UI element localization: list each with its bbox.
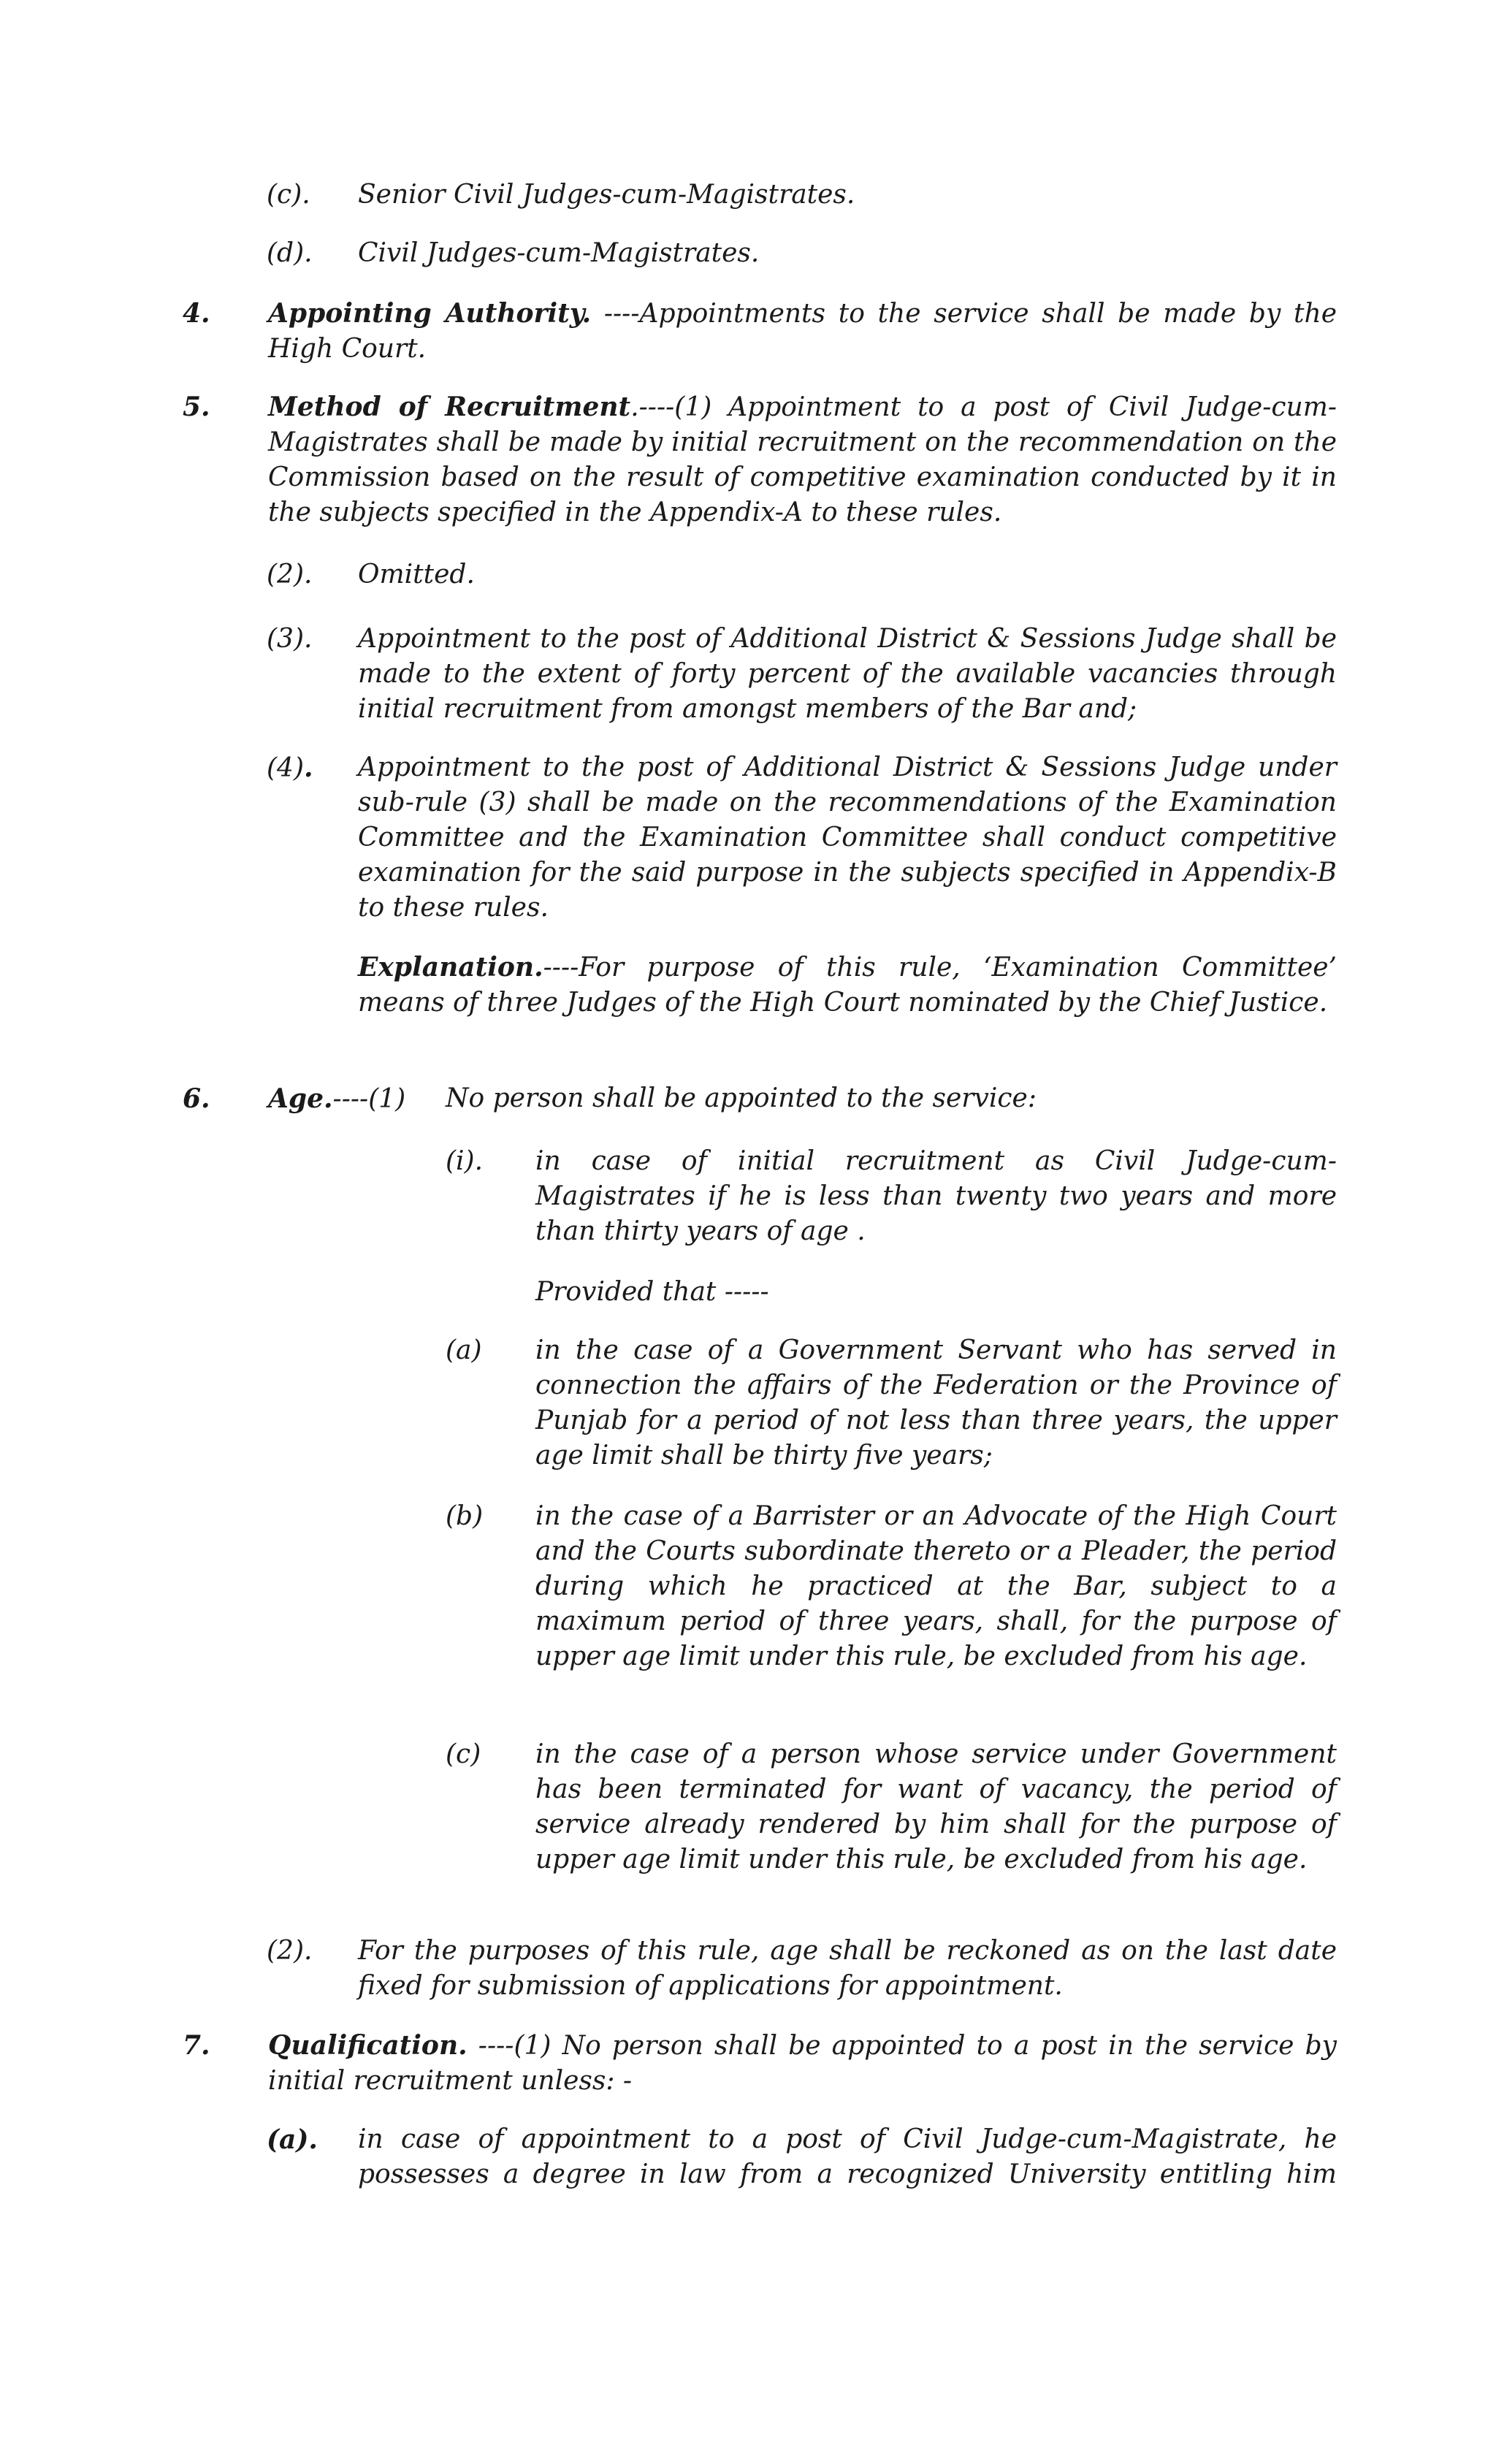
- section-6-i-marker: (i).: [446, 1146, 484, 1176]
- section-4-number: 4.: [183, 298, 210, 329]
- explanation-text: ----For purpose of this rule, ‘Examination Committee’ means of three Judges of the High Court nominated by the Chief Justice.: [358, 953, 1337, 1018]
- section-7-heading: Qualification.: [268, 2030, 468, 2061]
- item-c-marker: (c).: [267, 180, 310, 210]
- section-5-4-marker-label: (4): [267, 753, 304, 783]
- section-6-i-text: in case of initial recruitment as Civil Judge-cum-Magistrates if he is less than twenty two years and more than thirty years of age .: [535, 1146, 1337, 1246]
- section-5-number: 5.: [183, 392, 210, 422]
- proviso-text: Provided that -----: [535, 1277, 769, 1307]
- section-5-heading: Method of Recruitment: [268, 392, 631, 422]
- section-5-4-text: Appointment to the post of Additional District & Sessions Judge under sub-rule (3) shall be made on the recommendations of the Examination Committee and the Examination Committee shall conduct competitive examination for the said purpose in the subjects specified in Appendix-B to these rules.: [358, 752, 1337, 923]
- section-6-2-text: For the purposes of this rule, age shall be reckoned as on the last date fixed for submission of applications for appointment.: [358, 1936, 1337, 2001]
- section-5-body: [268, 389, 1337, 530]
- section-6-heading: Age.: [268, 1083, 333, 1114]
- item-d-marker: (d).: [267, 238, 313, 268]
- section-5-4-marker-dot: .: [304, 752, 313, 783]
- explanation-body: [358, 950, 1337, 1021]
- section-6-b-marker: (b): [446, 1501, 484, 1531]
- section-6-sub: ----(1): [332, 1084, 406, 1114]
- section-7-a-marker: (a).: [267, 2124, 318, 2155]
- section-7-a-text: in case of appointment to a post of Civil Judge-cum-Magistrate, he possesses a degree in law from a recognized University entitling him: [358, 2124, 1337, 2189]
- section-6-number: 6.: [183, 1083, 210, 1114]
- section-5-4-marker: [267, 750, 313, 786]
- section-5-3-marker: (3).: [267, 624, 313, 654]
- section-6-lead: [268, 1081, 405, 1117]
- section-6-2-marker: (2).: [267, 1936, 313, 1966]
- section-4-heading: Appointing Authority.: [268, 298, 592, 329]
- explanation-heading: Explanation.: [358, 952, 543, 983]
- section-6-a-marker: (a): [446, 1335, 482, 1365]
- section-6-a-text: in the case of a Government Servant who has served in connection the affairs of the Federation or the Province of Punjab for a period of not less than three years, the upper age limit shall be thirty five years;: [535, 1335, 1337, 1471]
- section-4-text: ----Appointments to the service shall be made by the High Court.: [268, 299, 1337, 364]
- section-4-body: [268, 296, 1337, 367]
- section-7-text: ----(1) No person shall be appointed to a post in the service by initial recruitment unless: -: [268, 2031, 1337, 2096]
- section-7-number: 7.: [183, 2030, 210, 2061]
- section-6-c-marker: (c): [446, 1739, 481, 1769]
- section-7-body: [268, 2028, 1337, 2099]
- section-6-text: No person shall be appointed to the service:: [446, 1083, 1037, 1113]
- section-6-c-text: in the case of a person whose service under Government has been terminated for want of vacancy, the period of service already rendered by him shall for the purpose of upper age limit under this rule, be excluded from his age.: [535, 1739, 1337, 1874]
- item-d-text: Civil Judges-cum-Magistrates.: [358, 238, 760, 268]
- section-5-3-text: Appointment to the post of Additional District & Sessions Judge shall be made to the extent of forty percent of the available vacancies through initial recruitment from amongst members of the Bar and;: [358, 624, 1337, 724]
- item-c-text: Senior Civil Judges-cum-Magistrates.: [358, 180, 855, 210]
- section-5-2-marker: (2).: [267, 560, 313, 590]
- section-5-2-text: Omitted.: [358, 560, 475, 590]
- section-5-text: .----(1) Appointment to a post of Civil Judge-cum-Magistrates shall be made by initial recruitment on the recommendation on the Commission based on the result of competitive examination conducted by it in the subjects specified in the Appendix-A to these rules.: [268, 392, 1337, 527]
- section-6-b-text: in the case of a Barrister or an Advocate of the High Court and the Courts subordinate thereto or a Pleader, the period during which he practiced at the Bar, subject to a maximum period of three years, shall, for the purpose of upper age limit under this rule, be excluded from his age.: [535, 1501, 1337, 1671]
